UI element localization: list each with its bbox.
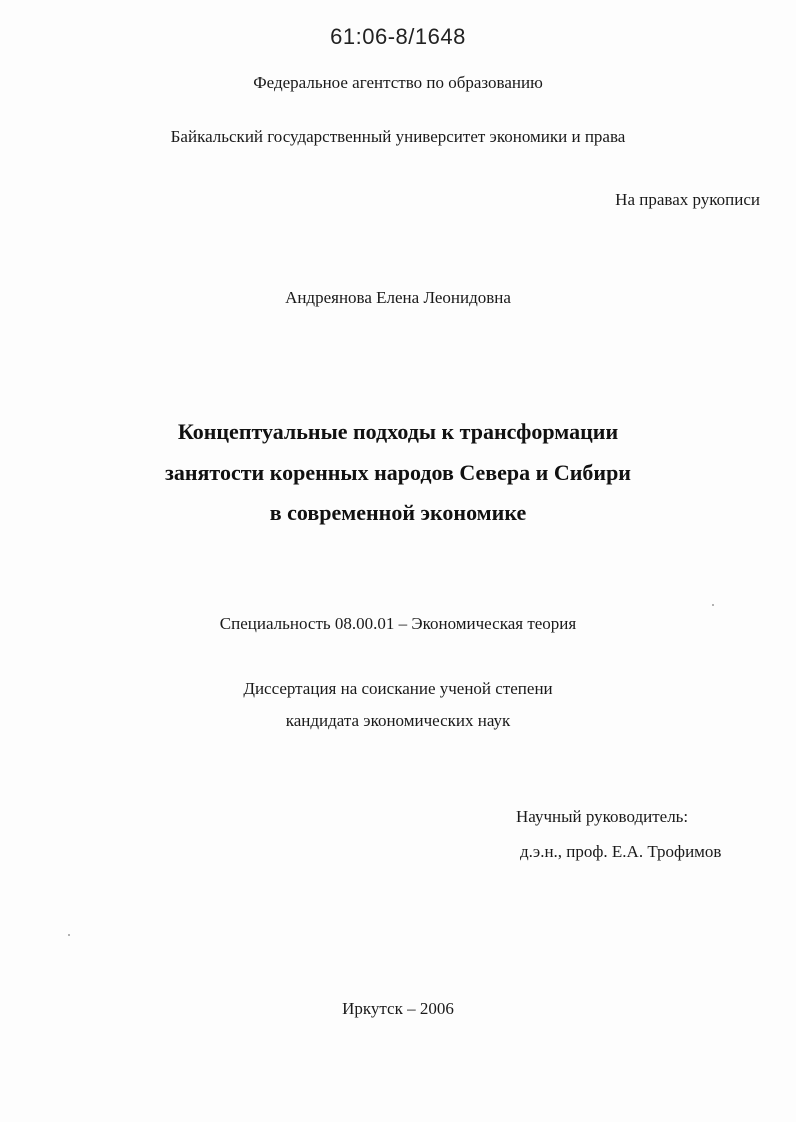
manuscript-note: На правах рукописи bbox=[615, 190, 760, 209]
degree-line: кандидата экономических наук bbox=[285, 711, 511, 730]
scan-speck bbox=[712, 604, 714, 606]
title-line: Концептуальные подходы к трансформации bbox=[177, 419, 619, 444]
city-year: Иркутск – 2006 bbox=[342, 999, 454, 1018]
degree-line: Диссертация на соискание ученой степени bbox=[243, 679, 553, 698]
archive-stamp-number: 61:06-8/1648 bbox=[330, 24, 466, 49]
supervisor-label: Научный руководитель: bbox=[516, 807, 689, 826]
scan-speck bbox=[68, 934, 70, 936]
agency-name: Федеральное агентство по образованию bbox=[253, 73, 543, 92]
supervisor-name: д.э.н., проф. Е.А. Трофимов bbox=[520, 842, 722, 861]
title-line: в современной экономике bbox=[269, 500, 527, 525]
specialty: Специальность 08.00.01 – Экономическая теория bbox=[219, 614, 577, 633]
university-name: Байкальский государственный университет экономики и права bbox=[170, 127, 626, 146]
author-name: Андреянова Елена Леонидовна bbox=[285, 288, 511, 307]
title-line: занятости коренных народов Севера и Сибири bbox=[165, 460, 631, 485]
